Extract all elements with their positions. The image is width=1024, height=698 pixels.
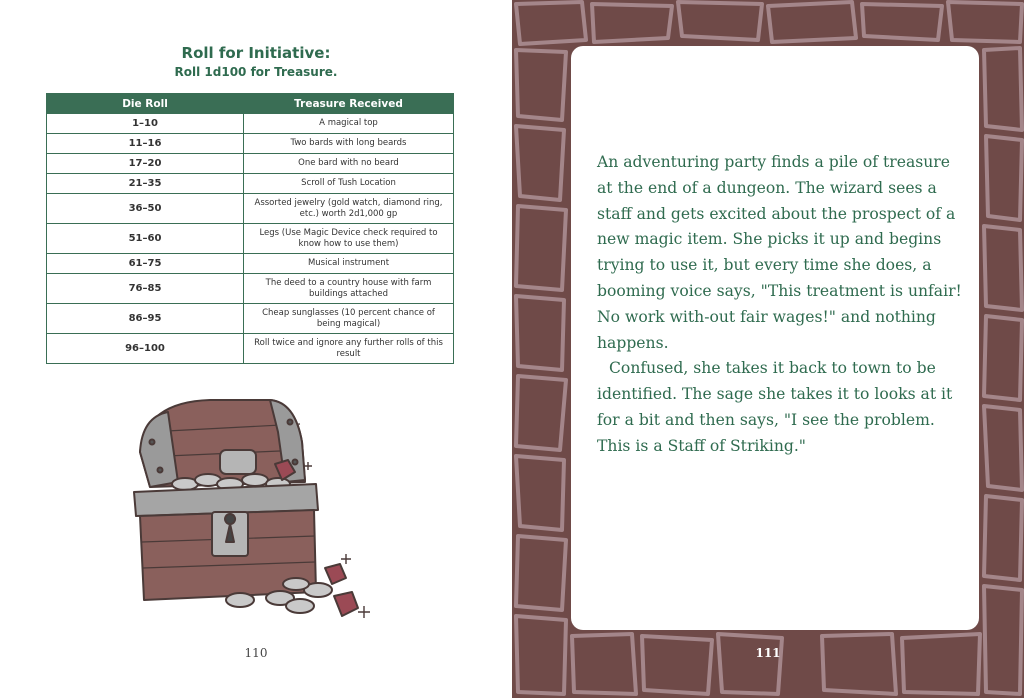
roll-cell: 11–16 — [47, 134, 244, 154]
table-row — [47, 114, 454, 134]
treasure-cell: The deed to a country house with farm buildings attached — [244, 274, 454, 304]
treasure-cell: Assorted jewelry (gold watch, diamond ring, etc.) worth 2d1,000 gp — [244, 194, 454, 224]
treasure-cell: Roll twice and ignore any further rolls of this result — [244, 334, 454, 364]
story-text — [597, 150, 967, 460]
page-title: Roll for Initiative: — [181, 44, 331, 62]
roll-cell: 1–10 — [47, 114, 244, 134]
header-die-roll: Die Roll — [47, 94, 244, 114]
table-row — [47, 254, 454, 274]
roll-cell: 76–85 — [47, 274, 244, 304]
table-row — [47, 194, 454, 224]
table-row — [47, 224, 454, 254]
roll-cell: 36–50 — [47, 194, 244, 224]
table-row — [47, 174, 454, 194]
table-row — [47, 334, 454, 364]
story-paragraph: An adventuring party finds a pile of treasure at the end of a dungeon. The wizard sees a staff and gets excited about the prospect of a new magic item. She picks it up and begins trying to use it, but every time she does, a booming voice says, "This treatment is unfair! No work with-out fair wages!" and nothing happens. — [597, 153, 962, 352]
story-paragraph: Confused, she takes it back to town to be identified. The sage she takes it to looks at it for a bit and then says, "I see the problem. This is a Staff of Striking." — [597, 359, 953, 455]
treasure-cell: Scroll of Tush Location — [244, 174, 454, 194]
page-subtitle: Roll 1d100 for Treasure. — [174, 65, 338, 79]
treasure-cell: Musical instrument — [244, 254, 454, 274]
page-number: 110 — [244, 646, 268, 660]
table-header-row — [47, 94, 454, 114]
roll-cell: 21–35 — [47, 174, 244, 194]
roll-cell: 51–60 — [47, 224, 244, 254]
treasure-cell: A magical top — [244, 114, 454, 134]
table-row — [47, 304, 454, 334]
treasure-table — [46, 93, 454, 364]
page-number: 111 — [755, 646, 781, 660]
roll-cell: 86–95 — [47, 304, 244, 334]
table-row — [47, 134, 454, 154]
treasure-cell: Two bards with long beards — [244, 134, 454, 154]
treasure-chest-icon — [120, 392, 380, 632]
table-row — [47, 274, 454, 304]
header-treasure: Treasure Received — [244, 94, 454, 114]
roll-cell: 61–75 — [47, 254, 244, 274]
treasure-cell: Legs (Use Magic Device check required to know how to use them) — [244, 224, 454, 254]
roll-cell: 96–100 — [47, 334, 244, 364]
roll-cell: 17–20 — [47, 154, 244, 174]
right-page — [512, 0, 1024, 698]
table-row — [47, 154, 454, 174]
treasure-cell: One bard with no beard — [244, 154, 454, 174]
treasure-cell: Cheap sunglasses (10 percent chance of being magical) — [244, 304, 454, 334]
